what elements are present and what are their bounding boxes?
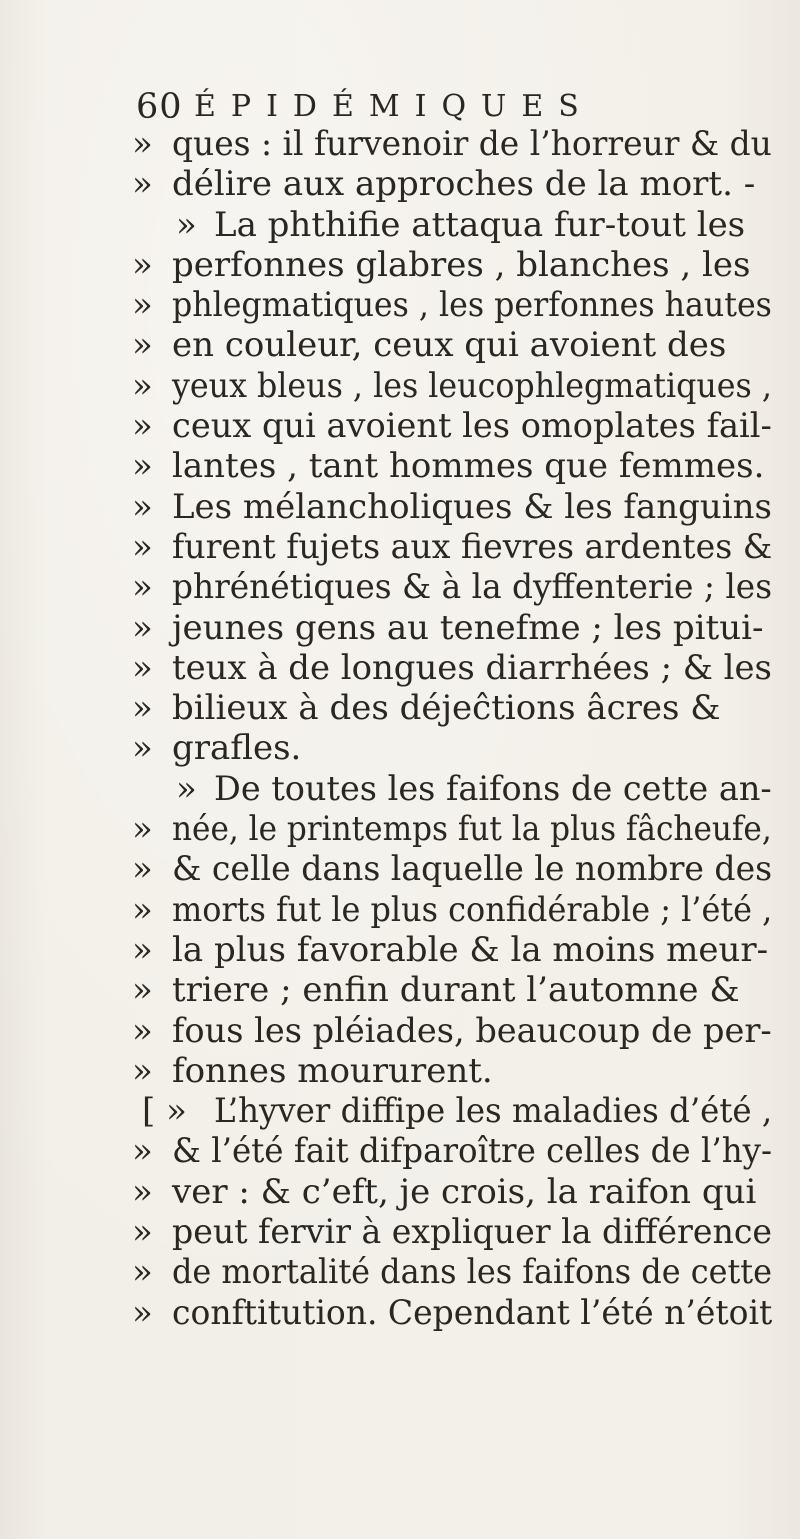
text-line [132,567,772,607]
line-text: délire aux approches de la mort. - [172,164,756,205]
quote-mark: » [132,929,153,970]
text-line [132,769,772,809]
quote-mark: » [132,567,153,608]
quote-mark: » [132,970,153,1011]
text-line [132,1172,772,1212]
quote-mark: » [132,164,153,205]
line-text: ceux qui avoient les omoplates fail- [172,406,772,447]
line-text: La phthifie attaqua fur-tout les [214,204,746,245]
text-line [132,285,772,325]
text-line [132,487,772,527]
quote-mark: » [132,1292,153,1333]
text-line [132,1131,772,1171]
text-line [132,527,772,567]
line-text: phrénétiques & à la dyffenterie ; les [172,567,773,608]
running-head: ÉPIDÉMIQUES [194,89,594,124]
quote-mark: » [132,486,153,527]
line-text: & celle dans laquelle le nombre des [172,849,773,890]
text-line [132,245,772,285]
quote-mark: » [132,1171,153,1212]
text-line [132,406,772,446]
line-text: perfonnes glabres , blanches , les [172,244,751,285]
text-line [132,648,772,688]
line-text: en couleur, ceux qui avoient des [172,325,727,366]
text-line [132,124,772,164]
text-line [132,325,772,365]
line-text: la plus favorable & la moins meur- [172,929,769,970]
quote-mark: » [176,768,197,809]
quote-mark: » [132,325,153,366]
text-line [132,1091,772,1131]
text-line [132,164,772,204]
line-text: Les mélancholiques & les fanguins [172,486,772,527]
line-text: yeux bleus , les leucophlegmatiques , [172,365,772,406]
line-text: ver : & c’eft, je crois, la raifon qui [172,1171,757,1212]
line-text: L’hyver diffipe les maladies d’été , [214,1091,773,1132]
quote-mark: » [132,1050,153,1091]
body-text [132,124,772,1333]
quote-mark: » [132,124,153,164]
text-line [132,1252,772,1292]
text-line [132,890,772,930]
line-text: jeunes gens au tenefme ; les pitui- [172,607,764,648]
page-number: 60 [136,87,183,127]
quote-mark: » [132,607,153,648]
quote-mark: » [132,406,153,447]
quote-mark: » [132,446,153,487]
quote-mark: » [132,526,153,567]
line-text: furent fujets aux fievres ardentes & [172,526,773,567]
text-line [132,849,772,889]
text-line [132,1051,772,1091]
line-text: morts fut le plus confidérable ; l’été , [172,889,773,930]
quote-mark: » [132,244,153,285]
text-line [132,1293,772,1333]
text-line [132,728,772,768]
quote-mark: » [132,365,153,406]
text-line [132,446,772,486]
quote-mark: » [176,204,197,245]
quote-mark: » [132,1212,153,1253]
quote-mark: » [132,849,153,890]
quote-mark: » [132,285,153,326]
quote-mark: » [132,809,153,850]
quote-mark: » [132,1010,153,1051]
line-text: De toutes les faifons de cette an- [214,768,772,809]
line-text: phlegmatiques , les perfonnes hautes [172,285,772,326]
quote-mark: » [132,1252,153,1293]
quote-mark: » [132,889,153,930]
line-text: teux à de longues diarrhées ; & les [172,647,772,688]
line-text: & l’été fait difparoître celles de l’hy- [172,1131,773,1172]
line-text: conftitution. Cependant l’été n’étoit [172,1292,773,1333]
line-text: peut fervir à expliquer la différence [172,1212,773,1253]
text-line [132,1212,772,1252]
text-line [132,809,772,849]
line-text: ques : il furvenoir de l’horreur & du [172,124,772,164]
text-line [132,205,772,245]
line-text: lantes , tant hommes que femmes. [172,446,765,487]
text-line [132,970,772,1010]
line-text: triere ; enfin durant l’automne & [172,970,740,1011]
quote-mark: » [132,647,153,688]
text-line [132,366,772,406]
text-line [132,1011,772,1051]
text-line [132,930,772,970]
text-line [132,688,772,728]
quote-mark: » [132,688,153,729]
line-text: de mortalité dans les faifons de cette [172,1252,772,1293]
line-text: née, le printemps fut la plus fâcheufe, [172,809,772,850]
line-text: fonnes moururent. [172,1050,493,1091]
text-line [132,608,772,648]
quote-mark: » [132,1131,153,1172]
line-text: bilieux à des déjeĉtions âcres & [172,688,721,729]
line-text: fous les pléiades, beaucoup de per- [172,1010,772,1051]
quote-mark: [ » [142,1091,187,1132]
line-text: grafles. [172,728,302,769]
quote-mark: » [132,728,153,769]
